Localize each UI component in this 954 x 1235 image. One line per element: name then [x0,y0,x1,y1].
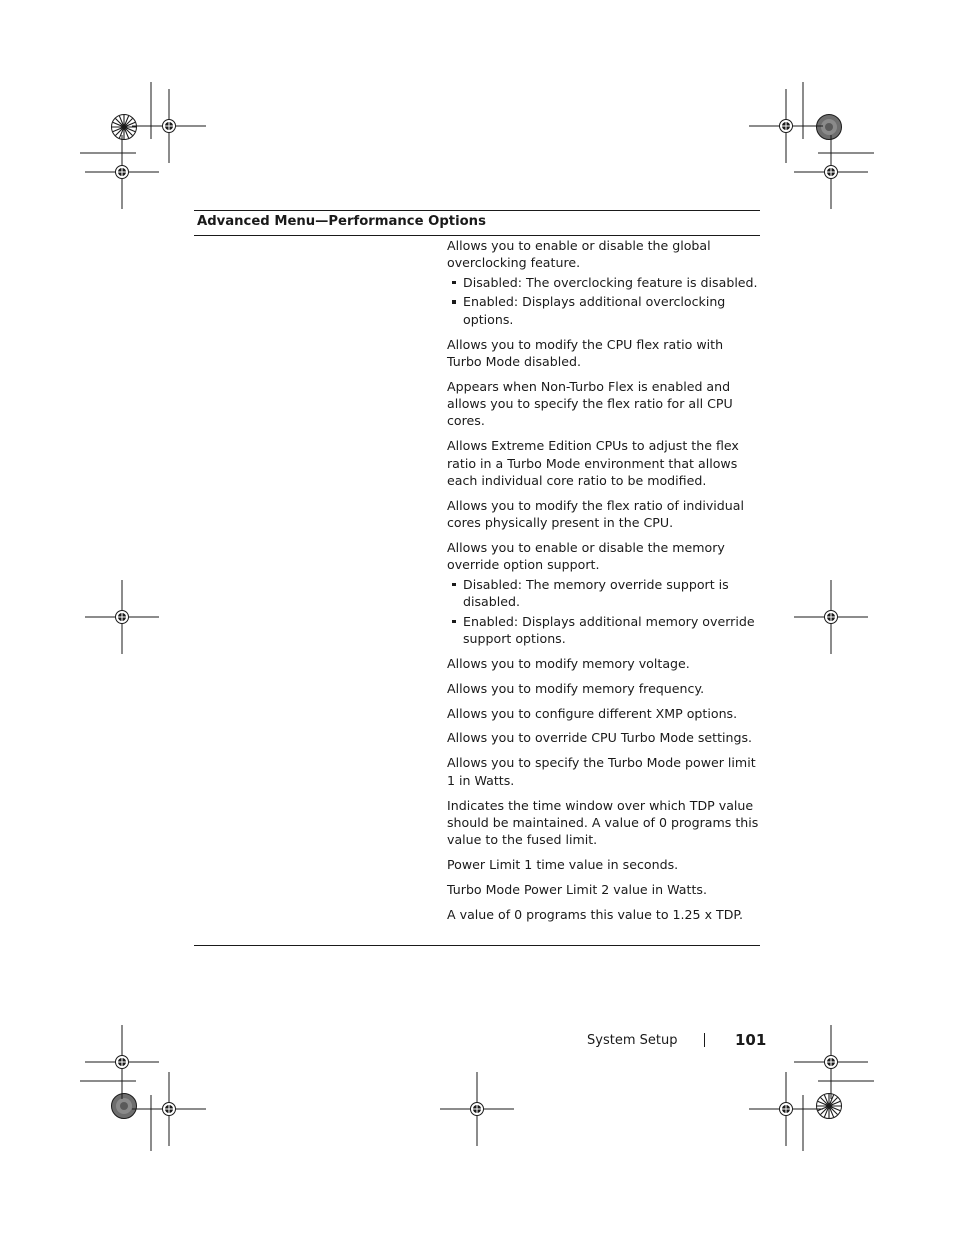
table-row [447,437,759,489]
row-description: Turbo Mode Power Limit 2 value in Watts. [447,881,707,897]
row-description: Indicates the time window over which TDP value should be maintained. A value of 0 programs this value to the fused limit. [447,797,759,848]
table-row [447,754,759,789]
table-row [447,881,759,898]
table-header [194,210,760,236]
row-description: Power Limit 1 time value in seconds. [447,857,679,873]
table-row [447,856,759,873]
footer-separator [704,1033,705,1047]
option-item: Enabled: Displays additional memory override support options. [463,613,759,648]
row-description: Appears when Non-Turbo Flex is enabled and allows you to specify the flex ratio for all CPU cores. [447,378,733,429]
table-row [447,705,759,722]
table-rows [447,237,759,931]
row-description: Allows you to enable or disable the global overclocking feature. [447,238,711,271]
row-description: Allows you to configure different XMP options. [447,705,738,721]
table-row [447,906,759,923]
row-description: Allows you to enable or disable the memory override option support. [447,539,725,573]
table-row [447,729,759,746]
row-description: Allows you to modify the flex ratio of individual cores physically present in the CPU. [447,497,744,531]
option-list [447,274,759,328]
option-item: Disabled: The memory override support is disabled. [463,576,759,611]
table-row [447,378,759,430]
option-item: Disabled: The overclocking feature is disabled. [463,274,758,290]
row-description: Allows you to specify the Turbo Mode power limit 1 in Watts. [447,755,756,788]
table-row [447,237,759,328]
table-title: Advanced Menu—Performance Options [197,214,486,229]
row-description: Allows you to override CPU Turbo Mode settings. [447,730,753,746]
table-row [447,680,759,697]
table-row [447,336,759,371]
footer-section-name: System Setup [587,1033,678,1048]
table-bottom-rule [194,945,760,946]
table-row [447,655,759,672]
page-number: 101 [735,1031,767,1049]
row-description: Allows you to modify memory voltage. [447,655,690,671]
table-row [447,797,759,849]
option-item: Enabled: Displays additional overclocking options. [463,293,759,328]
table-row [447,539,759,647]
table-row [447,497,759,532]
row-description: A value of 0 programs this value to 1.25 x TDP. [447,906,744,922]
row-description: Allows Extreme Edition CPUs to adjust the flex ratio in a Turbo Mode environment that allows each individual core ratio to be modified. [447,438,739,488]
row-description: Allows you to modify memory frequency. [447,680,705,696]
row-description: Allows you to modify the CPU flex ratio with Turbo Mode disabled. [447,336,724,369]
option-list [447,576,759,648]
